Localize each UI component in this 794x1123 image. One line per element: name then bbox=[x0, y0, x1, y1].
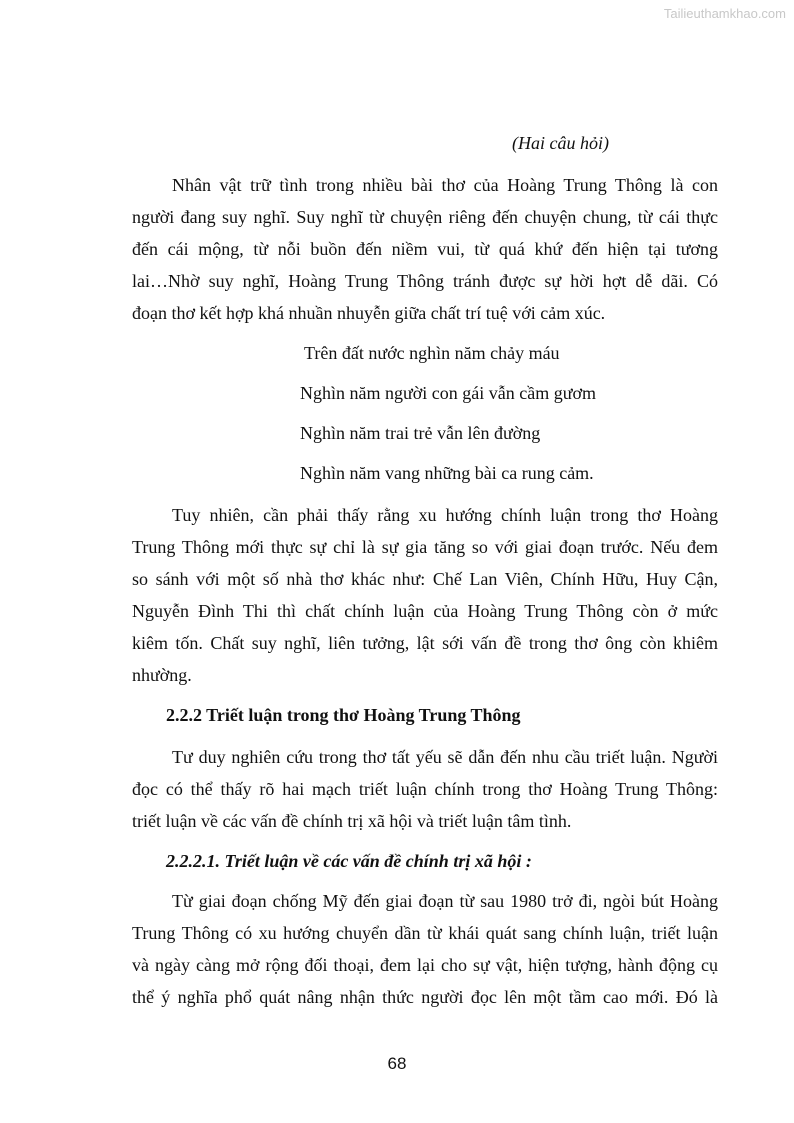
poem-caption: (Hai câu hỏi) bbox=[512, 133, 609, 153]
poem-line: Nghìn năm người con gái vẫn cầm gươm bbox=[300, 383, 596, 403]
poem-line: Nghìn năm vang những bài ca rung cảm. bbox=[300, 463, 594, 483]
subsection-heading: 2.2.2.1. Triết luận về các vấn đề chính trị xã hội : bbox=[166, 851, 532, 871]
text-line: Tư duy nghiên cứu trong thơ tất yếu sẽ dẫn đến nhu cầu triết luận. Người bbox=[172, 747, 718, 767]
poem-line: Nghìn năm trai trẻ vẫn lên đường bbox=[300, 423, 541, 443]
text-line: Tuy nhiên, cần phải thấy rằng xu hướng chính luận trong thơ Hoàng bbox=[172, 505, 718, 525]
text-line: đến cái mộng, từ nỗi buồn đến niềm vui, từ quá khứ đến hiện tại tương bbox=[132, 239, 718, 259]
text-line: triết luận về các vấn đề chính trị xã hội và triết luận tâm tình. bbox=[132, 811, 572, 831]
text-line: Trung Thông mới thực sự chỉ là sự gia tăng so với giai đoạn trước. Nếu đem bbox=[132, 537, 718, 557]
poem-line: Trên đất nước nghìn năm chảy máu bbox=[304, 343, 560, 363]
text-line: kiêm tốn. Chất suy nghĩ, liên tưởng, lật sới vấn đề trong thơ ông còn khiêm bbox=[132, 633, 718, 653]
text-line: Nhân vật trữ tình trong nhiều bài thơ của Hoàng Trung Thông là con bbox=[172, 175, 718, 195]
watermark: Tailieuthamkhao.com bbox=[663, 6, 786, 21]
text-line: và ngày càng mở rộng đối thoại, đem lại cho sự vật, hiện tượng, hành động cụ bbox=[132, 955, 718, 975]
page-number: 68 bbox=[387, 1054, 407, 1073]
text-line: Trung Thông có xu hướng chuyển dần từ khái quát sang chính luận, triết luận bbox=[132, 923, 718, 943]
text-line: nhường. bbox=[132, 665, 192, 685]
section-heading: 2.2.2 Triết luận trong thơ Hoàng Trung Thông bbox=[166, 705, 521, 725]
text-line: đoạn thơ kết hợp khá nhuần nhuyễn giữa chất trí tuệ với cảm xúc. bbox=[132, 303, 606, 323]
text-line: thể ý nghĩa phổ quát nâng nhận thức người đọc lên một tầm cao mới. Đó là bbox=[132, 987, 718, 1007]
text-line: Nguyễn Đình Thi thì chất chính luận của Hoàng Trung Thông còn ở mức bbox=[132, 601, 718, 621]
text-line: so sánh với một số nhà thơ khác như: Chế Lan Viên, Chính Hữu, Huy Cận, bbox=[132, 569, 718, 589]
text-line: Từ giai đoạn chống Mỹ đến giai đoạn từ sau 1980 trở đi, ngòi bút Hoàng bbox=[172, 891, 718, 911]
text-line: người đang suy nghĩ. Suy nghĩ từ chuyện riêng đến chuyện chung, từ cái thực bbox=[132, 207, 718, 227]
text-line: đọc có thể thấy rõ hai mạch triết luận chính trong thơ Hoàng Trung Thông: bbox=[132, 779, 718, 799]
text-line: lai…Nhờ suy nghĩ, Hoàng Trung Thông tránh được sự hời hợt dễ dãi. Có bbox=[132, 271, 718, 291]
